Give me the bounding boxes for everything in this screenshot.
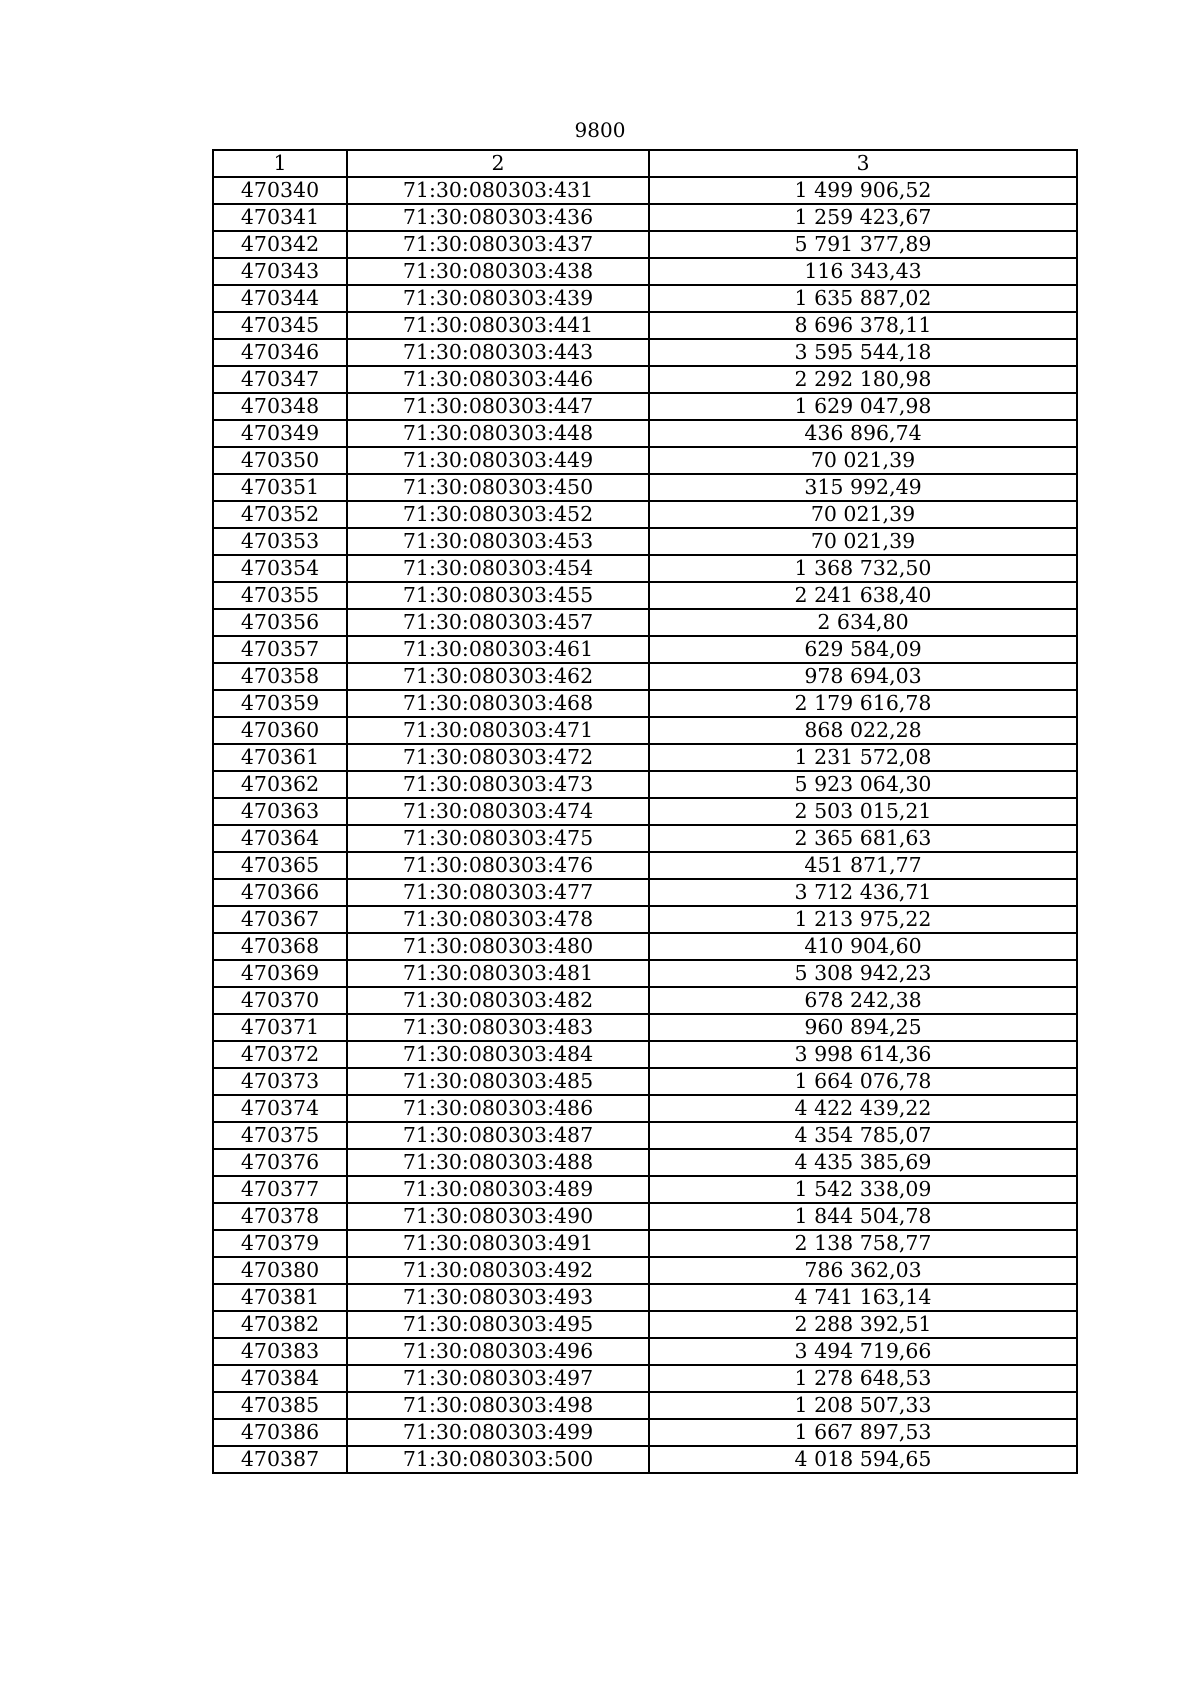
value-cell: 1 542 338,09 xyxy=(649,1176,1077,1203)
value-cell: 410 904,60 xyxy=(649,933,1077,960)
page-number: 9800 xyxy=(574,118,626,142)
cadastral-number-cell: 71:30:080303:455 xyxy=(347,582,649,609)
cadastral-number-cell: 71:30:080303:443 xyxy=(347,339,649,366)
row-number-cell: 470343 xyxy=(213,258,347,285)
value-cell: 1 259 423,67 xyxy=(649,204,1077,231)
table-row xyxy=(213,1095,1077,1122)
table-row xyxy=(213,1176,1077,1203)
value-cell: 1 499 906,52 xyxy=(649,177,1077,204)
row-number-cell: 470346 xyxy=(213,339,347,366)
value-cell: 2 503 015,21 xyxy=(649,798,1077,825)
table-row xyxy=(213,744,1077,771)
cadastral-number-cell: 71:30:080303:492 xyxy=(347,1257,649,1284)
cadastral-number-cell: 71:30:080303:475 xyxy=(347,825,649,852)
registry-table xyxy=(212,149,1078,1474)
value-cell: 4 018 594,65 xyxy=(649,1446,1077,1473)
value-cell: 4 435 385,69 xyxy=(649,1149,1077,1176)
table-row xyxy=(213,312,1077,339)
table-row xyxy=(213,609,1077,636)
row-number-cell: 470347 xyxy=(213,366,347,393)
value-cell: 70 021,39 xyxy=(649,501,1077,528)
row-number-cell: 470375 xyxy=(213,1122,347,1149)
table-row xyxy=(213,1041,1077,1068)
table-row xyxy=(213,339,1077,366)
cadastral-number-cell: 71:30:080303:446 xyxy=(347,366,649,393)
value-cell: 1 231 572,08 xyxy=(649,744,1077,771)
row-number-cell: 470377 xyxy=(213,1176,347,1203)
row-number-cell: 470385 xyxy=(213,1392,347,1419)
row-number-cell: 470365 xyxy=(213,852,347,879)
row-number-cell: 470372 xyxy=(213,1041,347,1068)
cadastral-number-cell: 71:30:080303:471 xyxy=(347,717,649,744)
row-number-cell: 470362 xyxy=(213,771,347,798)
row-number-cell: 470368 xyxy=(213,933,347,960)
value-cell: 4 741 163,14 xyxy=(649,1284,1077,1311)
table-row xyxy=(213,1014,1077,1041)
cadastral-number-cell: 71:30:080303:486 xyxy=(347,1095,649,1122)
value-cell: 629 584,09 xyxy=(649,636,1077,663)
cadastral-number-cell: 71:30:080303:461 xyxy=(347,636,649,663)
value-cell: 3 595 544,18 xyxy=(649,339,1077,366)
table-row xyxy=(213,1446,1077,1473)
cadastral-number-cell: 71:30:080303:485 xyxy=(347,1068,649,1095)
value-cell: 116 343,43 xyxy=(649,258,1077,285)
row-number-cell: 470366 xyxy=(213,879,347,906)
table-row xyxy=(213,447,1077,474)
cadastral-number-cell: 71:30:080303:476 xyxy=(347,852,649,879)
cadastral-number-cell: 71:30:080303:450 xyxy=(347,474,649,501)
table-row xyxy=(213,366,1077,393)
row-number-cell: 470361 xyxy=(213,744,347,771)
value-cell: 2 365 681,63 xyxy=(649,825,1077,852)
value-cell: 786 362,03 xyxy=(649,1257,1077,1284)
row-number-cell: 470374 xyxy=(213,1095,347,1122)
row-number-cell: 470353 xyxy=(213,528,347,555)
cadastral-number-cell: 71:30:080303:478 xyxy=(347,906,649,933)
value-cell: 3 998 614,36 xyxy=(649,1041,1077,1068)
row-number-cell: 470356 xyxy=(213,609,347,636)
row-number-cell: 470359 xyxy=(213,690,347,717)
table-row xyxy=(213,879,1077,906)
table-row xyxy=(213,1257,1077,1284)
value-cell: 4 354 785,07 xyxy=(649,1122,1077,1149)
value-cell: 978 694,03 xyxy=(649,663,1077,690)
table-row xyxy=(213,825,1077,852)
column-header-value: 3 xyxy=(649,150,1077,177)
cadastral-number-cell: 71:30:080303:496 xyxy=(347,1338,649,1365)
row-number-cell: 470387 xyxy=(213,1446,347,1473)
cadastral-number-cell: 71:30:080303:483 xyxy=(347,1014,649,1041)
value-cell: 1 629 047,98 xyxy=(649,393,1077,420)
value-cell: 2 288 392,51 xyxy=(649,1311,1077,1338)
row-number-cell: 470354 xyxy=(213,555,347,582)
cadastral-number-cell: 71:30:080303:490 xyxy=(347,1203,649,1230)
value-cell: 5 923 064,30 xyxy=(649,771,1077,798)
value-cell: 8 696 378,11 xyxy=(649,312,1077,339)
table-row xyxy=(213,1284,1077,1311)
table-row xyxy=(213,1149,1077,1176)
cadastral-number-cell: 71:30:080303:498 xyxy=(347,1392,649,1419)
row-number-cell: 470344 xyxy=(213,285,347,312)
row-number-cell: 470341 xyxy=(213,204,347,231)
cadastral-number-cell: 71:30:080303:454 xyxy=(347,555,649,582)
cadastral-number-cell: 71:30:080303:480 xyxy=(347,933,649,960)
table-row xyxy=(213,717,1077,744)
value-cell: 5 308 942,23 xyxy=(649,960,1077,987)
value-cell: 2 241 638,40 xyxy=(649,582,1077,609)
value-cell: 1 664 076,78 xyxy=(649,1068,1077,1095)
value-cell: 451 871,77 xyxy=(649,852,1077,879)
row-number-cell: 470364 xyxy=(213,825,347,852)
column-header-cadastral-number: 2 xyxy=(347,150,649,177)
cadastral-number-cell: 71:30:080303:452 xyxy=(347,501,649,528)
cadastral-number-cell: 71:30:080303:457 xyxy=(347,609,649,636)
row-number-cell: 470380 xyxy=(213,1257,347,1284)
row-number-cell: 470355 xyxy=(213,582,347,609)
table-row xyxy=(213,393,1077,420)
value-cell: 315 992,49 xyxy=(649,474,1077,501)
row-number-cell: 470379 xyxy=(213,1230,347,1257)
table-body xyxy=(213,150,1077,1473)
cadastral-number-cell: 71:30:080303:447 xyxy=(347,393,649,420)
table-row xyxy=(213,1230,1077,1257)
table-row xyxy=(213,1068,1077,1095)
table-row xyxy=(213,1203,1077,1230)
cadastral-number-cell: 71:30:080303:497 xyxy=(347,1365,649,1392)
table-row xyxy=(213,1338,1077,1365)
row-number-cell: 470360 xyxy=(213,717,347,744)
table-header-row xyxy=(213,150,1077,177)
cadastral-number-cell: 71:30:080303:436 xyxy=(347,204,649,231)
cadastral-number-cell: 71:30:080303:482 xyxy=(347,987,649,1014)
row-number-cell: 470373 xyxy=(213,1068,347,1095)
row-number-cell: 470340 xyxy=(213,177,347,204)
value-cell: 1 844 504,78 xyxy=(649,1203,1077,1230)
table-row xyxy=(213,501,1077,528)
table-row xyxy=(213,582,1077,609)
value-cell: 436 896,74 xyxy=(649,420,1077,447)
cadastral-number-cell: 71:30:080303:477 xyxy=(347,879,649,906)
cadastral-number-cell: 71:30:080303:481 xyxy=(347,960,649,987)
cadastral-number-cell: 71:30:080303:431 xyxy=(347,177,649,204)
row-number-cell: 470369 xyxy=(213,960,347,987)
value-cell: 2 138 758,77 xyxy=(649,1230,1077,1257)
row-number-cell: 470352 xyxy=(213,501,347,528)
table-row xyxy=(213,960,1077,987)
value-cell: 960 894,25 xyxy=(649,1014,1077,1041)
row-number-cell: 470386 xyxy=(213,1419,347,1446)
value-cell: 1 213 975,22 xyxy=(649,906,1077,933)
cadastral-number-cell: 71:30:080303:468 xyxy=(347,690,649,717)
row-number-cell: 470367 xyxy=(213,906,347,933)
cadastral-number-cell: 71:30:080303:489 xyxy=(347,1176,649,1203)
cadastral-number-cell: 71:30:080303:484 xyxy=(347,1041,649,1068)
table-row xyxy=(213,1311,1077,1338)
row-number-cell: 470357 xyxy=(213,636,347,663)
row-number-cell: 470376 xyxy=(213,1149,347,1176)
cadastral-number-cell: 71:30:080303:439 xyxy=(347,285,649,312)
row-number-cell: 470370 xyxy=(213,987,347,1014)
cadastral-number-cell: 71:30:080303:438 xyxy=(347,258,649,285)
value-cell: 868 022,28 xyxy=(649,717,1077,744)
table-row xyxy=(213,1419,1077,1446)
cadastral-number-cell: 71:30:080303:474 xyxy=(347,798,649,825)
value-cell: 1 368 732,50 xyxy=(649,555,1077,582)
cadastral-number-cell: 71:30:080303:441 xyxy=(347,312,649,339)
cadastral-number-cell: 71:30:080303:437 xyxy=(347,231,649,258)
row-number-cell: 470342 xyxy=(213,231,347,258)
cadastral-number-cell: 71:30:080303:448 xyxy=(347,420,649,447)
cadastral-number-cell: 71:30:080303:491 xyxy=(347,1230,649,1257)
table-row xyxy=(213,420,1077,447)
table-row xyxy=(213,636,1077,663)
value-cell: 70 021,39 xyxy=(649,447,1077,474)
cadastral-number-cell: 71:30:080303:495 xyxy=(347,1311,649,1338)
table-row xyxy=(213,1365,1077,1392)
table-row xyxy=(213,1122,1077,1149)
table-row xyxy=(213,177,1077,204)
value-cell: 4 422 439,22 xyxy=(649,1095,1077,1122)
value-cell: 2 179 616,78 xyxy=(649,690,1077,717)
row-number-cell: 470381 xyxy=(213,1284,347,1311)
table-row xyxy=(213,528,1077,555)
cadastral-number-cell: 71:30:080303:488 xyxy=(347,1149,649,1176)
value-cell: 1 278 648,53 xyxy=(649,1365,1077,1392)
table-row xyxy=(213,987,1077,1014)
table-row xyxy=(213,204,1077,231)
row-number-cell: 470349 xyxy=(213,420,347,447)
value-cell: 1 635 887,02 xyxy=(649,285,1077,312)
value-cell: 2 292 180,98 xyxy=(649,366,1077,393)
row-number-cell: 470358 xyxy=(213,663,347,690)
table-row xyxy=(213,798,1077,825)
table-row xyxy=(213,231,1077,258)
cadastral-number-cell: 71:30:080303:472 xyxy=(347,744,649,771)
row-number-cell: 470351 xyxy=(213,474,347,501)
value-cell: 2 634,80 xyxy=(649,609,1077,636)
value-cell: 1 208 507,33 xyxy=(649,1392,1077,1419)
table-row xyxy=(213,555,1077,582)
value-cell: 1 667 897,53 xyxy=(649,1419,1077,1446)
table-row xyxy=(213,933,1077,960)
table-row xyxy=(213,771,1077,798)
row-number-cell: 470371 xyxy=(213,1014,347,1041)
table-row xyxy=(213,474,1077,501)
row-number-cell: 470383 xyxy=(213,1338,347,1365)
cadastral-number-cell: 71:30:080303:453 xyxy=(347,528,649,555)
cadastral-number-cell: 71:30:080303:493 xyxy=(347,1284,649,1311)
table-row xyxy=(213,258,1077,285)
cadastral-number-cell: 71:30:080303:462 xyxy=(347,663,649,690)
column-header-number: 1 xyxy=(213,150,347,177)
value-cell: 70 021,39 xyxy=(649,528,1077,555)
cadastral-number-cell: 71:30:080303:473 xyxy=(347,771,649,798)
value-cell: 3 494 719,66 xyxy=(649,1338,1077,1365)
row-number-cell: 470350 xyxy=(213,447,347,474)
cadastral-number-cell: 71:30:080303:449 xyxy=(347,447,649,474)
table-row xyxy=(213,285,1077,312)
value-cell: 3 712 436,71 xyxy=(649,879,1077,906)
table-row xyxy=(213,852,1077,879)
value-cell: 5 791 377,89 xyxy=(649,231,1077,258)
table-row xyxy=(213,906,1077,933)
cadastral-number-cell: 71:30:080303:499 xyxy=(347,1419,649,1446)
row-number-cell: 470382 xyxy=(213,1311,347,1338)
row-number-cell: 470378 xyxy=(213,1203,347,1230)
table-row xyxy=(213,663,1077,690)
cadastral-number-cell: 71:30:080303:500 xyxy=(347,1446,649,1473)
row-number-cell: 470348 xyxy=(213,393,347,420)
row-number-cell: 470345 xyxy=(213,312,347,339)
row-number-cell: 470384 xyxy=(213,1365,347,1392)
cadastral-number-cell: 71:30:080303:487 xyxy=(347,1122,649,1149)
table-row xyxy=(213,1392,1077,1419)
value-cell: 678 242,38 xyxy=(649,987,1077,1014)
row-number-cell: 470363 xyxy=(213,798,347,825)
table-row xyxy=(213,690,1077,717)
